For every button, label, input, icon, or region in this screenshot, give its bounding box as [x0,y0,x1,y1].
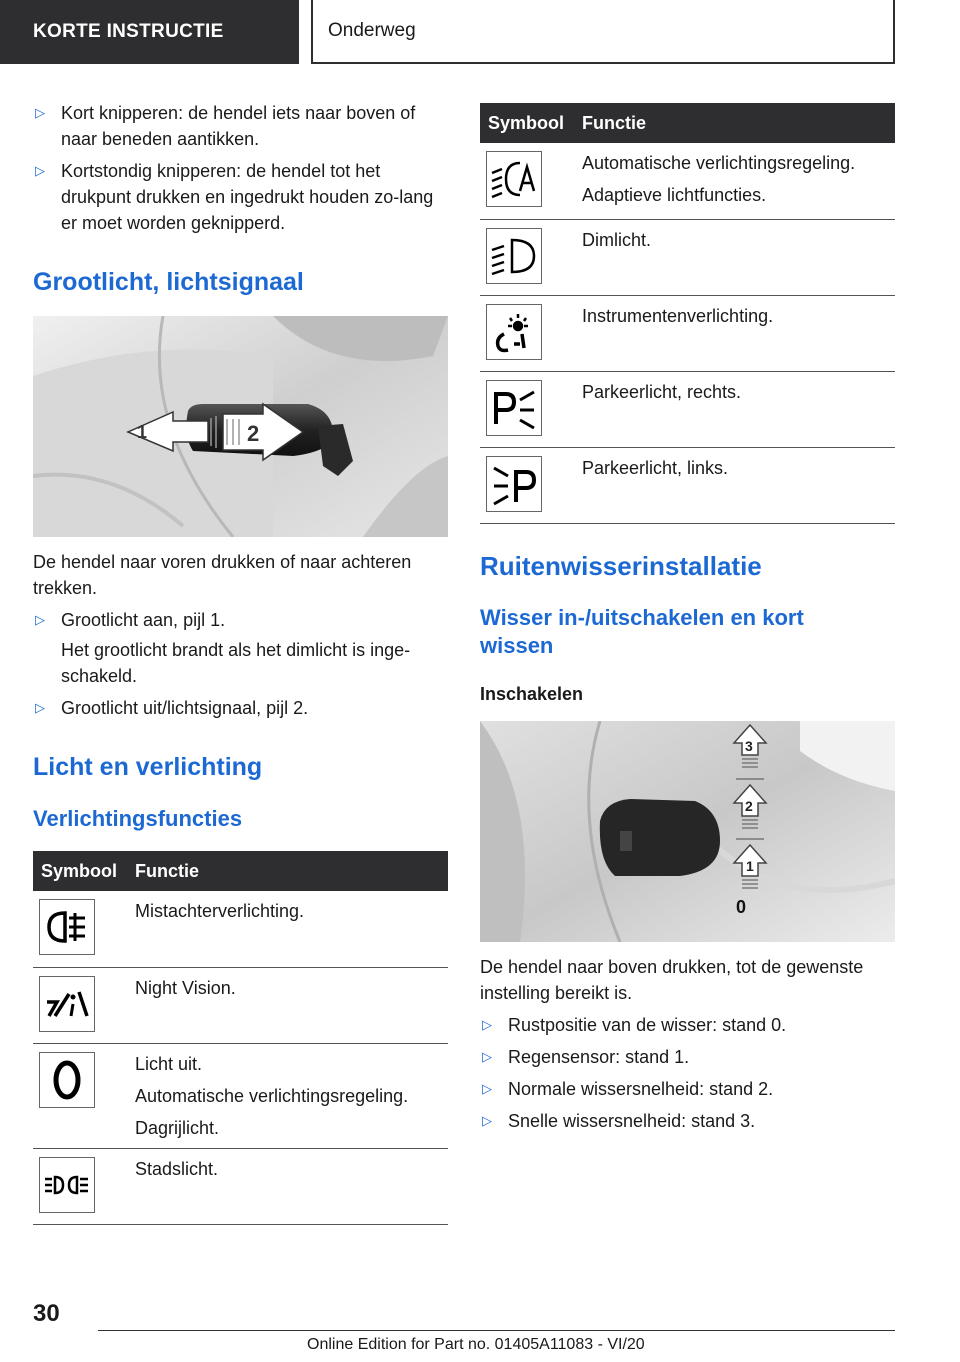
high-beam-illustration [33,316,448,537]
high-beam-description: De hendel naar voren drukken of naar achteren trekken. [33,552,412,598]
parking-light-right-icon [486,380,542,436]
parking-lights-icon [39,1157,95,1213]
col-function: Functie [582,103,895,143]
table-row: Stadslicht. [33,1148,448,1224]
bullet-high-beam-off: ▷ Grootlicht uit/lichtsignaal, pijl 2. [33,695,448,721]
light-off-zero-icon [39,1052,95,1108]
page-number: 30 [33,1300,60,1327]
bullet-brief-blink: ▷ Kortstondig knipperen: de hendel tot het drukpunt drukken en ingedrukt houden zo-lang er moet worden geknipperd. [33,158,448,236]
table-row: Instrumentenverlichting. [480,295,895,371]
table-row: Automatische verlichtingsregeling. Adaptieve lichtfuncties. [480,143,895,219]
footer-divider [98,1330,895,1331]
bullet-wiper-2: ▷ Normale wissersnelheid: stand 2. [480,1076,895,1102]
wiper-label-3: 3 [745,737,753,754]
col-symbol: Symbool [480,103,582,143]
instrument-lighting-icon [486,304,542,360]
table-row: Night Vision. [33,967,448,1043]
bullet-high-beam-on: ▷ Grootlicht aan, pijl 1. Het grootlicht brandt als het dimlicht is inge-schakeld. [33,607,448,689]
high-beam-photo [33,316,448,537]
heading-grootlicht: Grootlicht, lichtsignaal [33,268,304,296]
bullet-wiper-0: ▷ Rustpositie van de wisser: stand 0. [480,1012,895,1038]
col-symbol: Symbool [33,851,135,891]
bullet-wiper-1: ▷ Regensensor: stand 1. [480,1044,895,1070]
wiper-illustration [480,721,895,942]
bullet-wiper-3: ▷ Snelle wissersnelheid: stand 3. [480,1108,895,1134]
heading-licht: Licht en verlichting [33,753,263,781]
wiper-description: De hendel naar boven drukken, tot de gewenste instelling bereikt is. [480,956,864,1003]
chapter-title: Onderweg [328,20,416,41]
lighting-table-right [480,103,895,524]
wiper-label-0: 0 [736,896,747,917]
table-row: Mistachterverlichting. [33,891,448,967]
left-column [33,100,448,1225]
right-column [480,103,895,1140]
auto-light-icon [486,151,542,207]
wiper-label-1: 1 [746,857,754,874]
section-title: KORTE INSTRUCTIE [33,21,224,42]
edition-text: Online Edition for Part no. 01405A11083 - VI/20 [307,1336,645,1353]
wiper-label-2: 2 [745,797,753,814]
parking-light-left-icon [486,456,542,512]
lighting-table-left [33,851,448,1225]
col-function: Functie [135,851,448,891]
table-row: Parkeerlicht, rechts. [480,371,895,447]
table-row: Parkeerlicht, links. [480,447,895,523]
arrow-label-1: 1 [137,422,148,442]
table-row: Dimlicht. [480,219,895,295]
wiper-photo [480,721,895,942]
night-vision-icon [39,976,95,1032]
heading-ruitenwisser: Ruitenwisserinstallatie [480,550,762,581]
section-tab [0,0,299,64]
heading-inschakelen: Inschakelen [480,683,584,704]
low-beam-icon [486,228,542,284]
arrow-label-2: 2 [247,421,260,446]
bullet-short-blink: ▷ Kort knipperen: de hendel iets naar boven of naar beneden aantikken. [33,100,448,152]
heading-wisser-schakelen: Wisser in-/uitschakelen en kort wissen [480,604,804,658]
fog-light-icon [39,899,95,955]
chapter-tab [311,0,895,64]
table-row: Licht uit. Automatische verlichtingsregeling. Dagrijlicht. [33,1043,448,1148]
heading-verlichtingsfuncties: Verlichtingsfuncties [33,806,243,831]
